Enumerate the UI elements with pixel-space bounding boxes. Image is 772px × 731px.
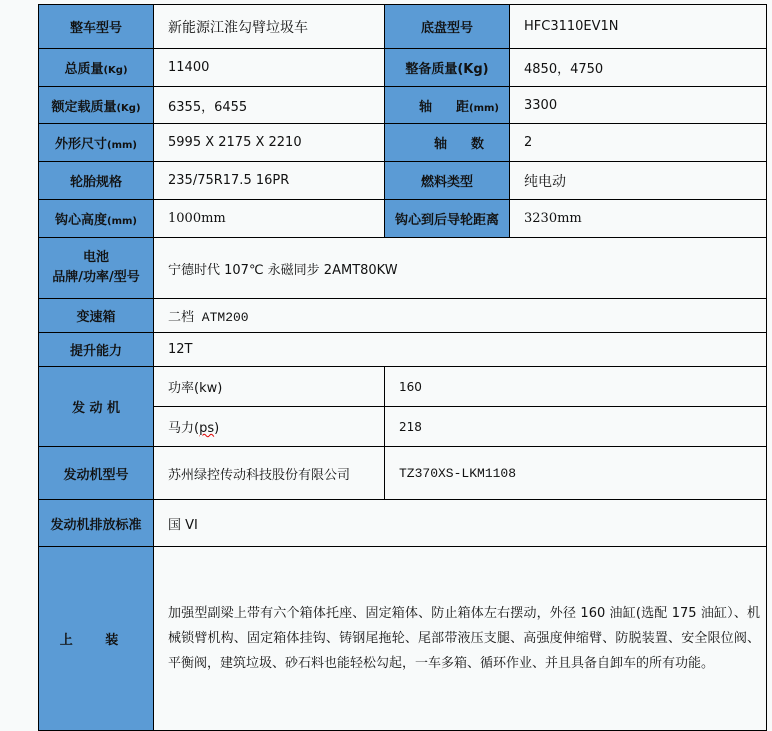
label-engine-model: 发动机型号 xyxy=(39,447,154,500)
value-chassis-model: HFC3110EV1N xyxy=(510,5,767,49)
spec-row-engine-model xyxy=(39,447,767,500)
label-total-mass xyxy=(39,49,154,87)
value-hook-height: 1000mm xyxy=(154,200,385,238)
spec-row-lift xyxy=(39,333,767,367)
value-curb-mass: 4850，4750 xyxy=(510,49,767,87)
value-battery: 宁德时代 107℃ 永磁同步 2AMT80KW xyxy=(154,238,767,299)
spec-row-gearbox xyxy=(39,299,767,333)
value-rated-load: 6355，6455 xyxy=(154,87,385,124)
hp-prefix: 马力( xyxy=(168,421,200,436)
spec-row-vehicle-model xyxy=(39,5,767,49)
label-battery xyxy=(39,238,154,299)
spec-row-battery xyxy=(39,238,767,299)
label-dimensions-unit: (mm) xyxy=(107,140,137,151)
label-axle-count-a: 轴 xyxy=(433,137,471,152)
value-tire-spec: 235/75R17.5 16PR xyxy=(154,162,385,200)
value-emission-standard: 国 VI xyxy=(154,500,767,547)
label-hook-to-guide-wheel: 钩心到后导轮距离 xyxy=(385,200,510,238)
spec-row-hook-height xyxy=(39,200,767,238)
label-upper-body-text: 上 装 xyxy=(59,633,133,648)
value-engine-maker: 苏州绿控传动科技股份有限公司 xyxy=(154,447,385,500)
label-tire-spec: 轮胎规格 xyxy=(39,162,154,200)
spec-row-engine-power xyxy=(39,367,767,407)
spec-row-dimensions xyxy=(39,124,767,162)
label-axle-count xyxy=(385,124,510,162)
label-battery-line1: 电池 xyxy=(82,250,109,265)
label-engine-power: 功率(kw) xyxy=(154,367,385,407)
spec-row-total-mass xyxy=(39,49,767,87)
label-hook-height-text: 钩心高度 xyxy=(55,213,108,228)
value-gearbox: 二档 ATM200 xyxy=(154,299,767,333)
value-total-mass: 11400 xyxy=(154,49,385,87)
label-axle-count-b: 数 xyxy=(471,137,485,152)
label-wheelbase-unit: (mm) xyxy=(469,102,499,114)
label-battery-line2: 品牌/功率/型号 xyxy=(52,270,140,285)
label-fuel-type: 燃料类型 xyxy=(385,162,510,200)
value-fuel-type: 纯电动 xyxy=(510,162,767,200)
spec-row-rated-load xyxy=(39,87,767,124)
label-chassis-model: 底盘型号 xyxy=(385,5,510,49)
hp-suffix: ) xyxy=(214,421,220,436)
label-lift-capacity: 提升能力 xyxy=(39,333,154,367)
label-total-mass-unit: (Kg) xyxy=(103,65,128,76)
label-engine: 发 动 机 xyxy=(39,367,154,447)
label-gearbox: 变速箱 xyxy=(39,299,154,333)
label-hook-height-unit: (mm) xyxy=(107,216,137,227)
label-upper-body xyxy=(39,547,154,731)
label-rated-load xyxy=(39,87,154,124)
label-hook-height xyxy=(39,200,154,238)
vehicle-spec-table xyxy=(38,4,767,731)
label-vehicle-model: 整车型号 xyxy=(39,5,154,49)
label-wheelbase-a: 轴 xyxy=(418,99,456,115)
label-total-mass-text: 总质量 xyxy=(64,62,104,77)
hp-unit-spellcheck: ps xyxy=(199,421,215,436)
spec-row-upper-body xyxy=(39,547,767,731)
value-engine-power: 160 xyxy=(385,367,767,407)
value-engine-hp: 218 xyxy=(385,407,767,447)
value-hook-to-guide-wheel: 3230mm xyxy=(510,200,767,238)
label-engine-hp xyxy=(154,407,385,447)
value-axle-count: 2 xyxy=(510,124,767,162)
label-wheelbase-b: 距 xyxy=(456,99,470,115)
spec-row-emission xyxy=(39,500,767,547)
label-rated-load-unit: (Kg) xyxy=(116,102,141,114)
label-wheelbase xyxy=(385,87,510,124)
value-vehicle-model: 新能源江淮勾臂垃圾车 xyxy=(154,5,385,49)
value-dimensions: 5995 X 2175 X 2210 xyxy=(154,124,385,162)
value-lift-capacity: 12T xyxy=(154,333,767,367)
value-engine-model: TZ370XS-LKM1108 xyxy=(385,447,767,500)
label-rated-load-text: 额定载质量 xyxy=(51,99,117,115)
spec-row-tire xyxy=(39,162,767,200)
value-wheelbase: 3300 xyxy=(510,87,767,124)
label-curb-mass: 整备质量(Kg) xyxy=(385,49,510,87)
label-dimensions xyxy=(39,124,154,162)
label-emission-standard: 发动机排放标准 xyxy=(39,500,154,547)
value-upper-body: 加强型副梁上带有六个箱体托座、固定箱体、防止箱体左右摆动，外径 160 油缸(选配 175 油缸）、机械锁臂机构、固定箱体挂钩、铸钢尾拖轮、尾部带液压支腿、高强度伸缩臂、防脱装置、安全限位阀、平衡阀，建筑垃圾、砂石料也能轻松勾起，一车多箱、循环作业、并且具备自卸车的所有功能。 xyxy=(154,547,767,731)
label-dimensions-text: 外形尺寸 xyxy=(55,137,108,152)
